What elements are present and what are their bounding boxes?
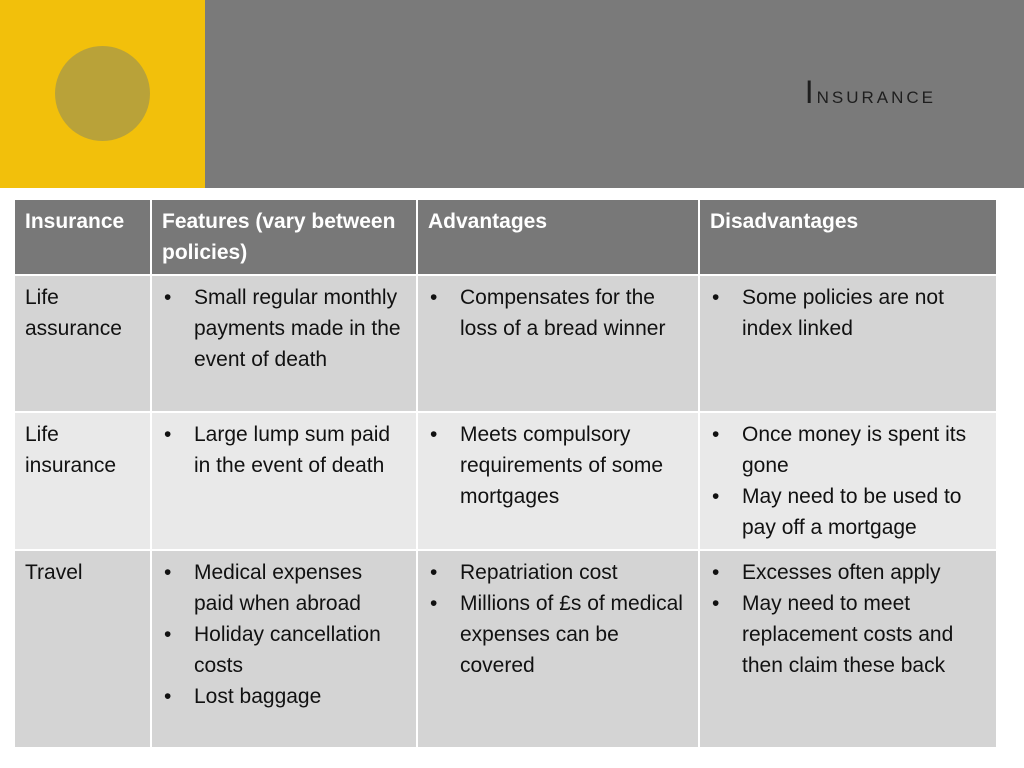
features-cell xyxy=(151,412,417,550)
insurance-type: Life insurance xyxy=(14,412,151,550)
title-bar xyxy=(205,0,1024,188)
circle-decoration xyxy=(55,46,150,141)
disadvantages-cell xyxy=(699,550,997,748)
header-insurance: Insurance xyxy=(14,199,151,275)
list-item: • Repatriation cost xyxy=(428,557,688,588)
list-item: • May need to be used to pay off a mortgage xyxy=(710,481,986,543)
list-item: • Medical expenses paid when abroad xyxy=(162,557,406,619)
bullet-icon: • xyxy=(164,561,172,584)
disadvantages-cell xyxy=(699,412,997,550)
table-row xyxy=(14,275,997,412)
disadvantages-cell xyxy=(699,275,997,412)
bullet-icon: • xyxy=(164,623,172,646)
list-item: • Lost baggage xyxy=(162,681,406,712)
insurance-table xyxy=(13,198,998,749)
bullet-icon: • xyxy=(164,423,172,446)
bullet-icon: • xyxy=(712,286,720,309)
bullet-icon: • xyxy=(712,592,720,615)
bullet-icon: • xyxy=(712,485,720,508)
header-row xyxy=(14,199,997,275)
bullet-icon: • xyxy=(430,286,438,309)
list-item: • Once money is spent its gone xyxy=(710,419,986,481)
list-item: • Small regular monthly payments made in the event of death xyxy=(162,282,406,375)
advantages-cell xyxy=(417,275,699,412)
list-item: • Meets compulsory requirements of some mortgages xyxy=(428,419,688,512)
bullet-icon: • xyxy=(430,423,438,446)
list-item: • Large lump sum paid in the event of death xyxy=(162,419,406,481)
accent-panel xyxy=(0,0,205,188)
list-item: • Excesses often apply xyxy=(710,557,986,588)
slide-title: Insurance xyxy=(804,74,936,110)
header-disadvantages: Disadvantages xyxy=(699,199,997,275)
insurance-type: Life assurance xyxy=(14,275,151,412)
list-item: • Compensates for the loss of a bread winner xyxy=(428,282,688,344)
bullet-icon: • xyxy=(164,685,172,708)
list-item: • Some policies are not index linked xyxy=(710,282,986,344)
bullet-icon: • xyxy=(712,561,720,584)
list-item: • May need to meet replacement costs and then claim these back xyxy=(710,588,986,681)
features-cell xyxy=(151,275,417,412)
features-cell xyxy=(151,550,417,748)
advantages-cell xyxy=(417,550,699,748)
table-row xyxy=(14,412,997,550)
bullet-icon: • xyxy=(164,286,172,309)
advantages-cell xyxy=(417,412,699,550)
table-row xyxy=(14,550,997,748)
bullet-icon: • xyxy=(712,423,720,446)
insurance-type: Travel xyxy=(14,550,151,748)
list-item: • Millions of £s of medical expenses can be covered xyxy=(428,588,688,681)
list-item: • Holiday cancellation costs xyxy=(162,619,406,681)
bullet-icon: • xyxy=(430,592,438,615)
header-advantages: Advantages xyxy=(417,199,699,275)
header-features: Features (vary between policies) xyxy=(151,199,417,275)
bullet-icon: • xyxy=(430,561,438,584)
